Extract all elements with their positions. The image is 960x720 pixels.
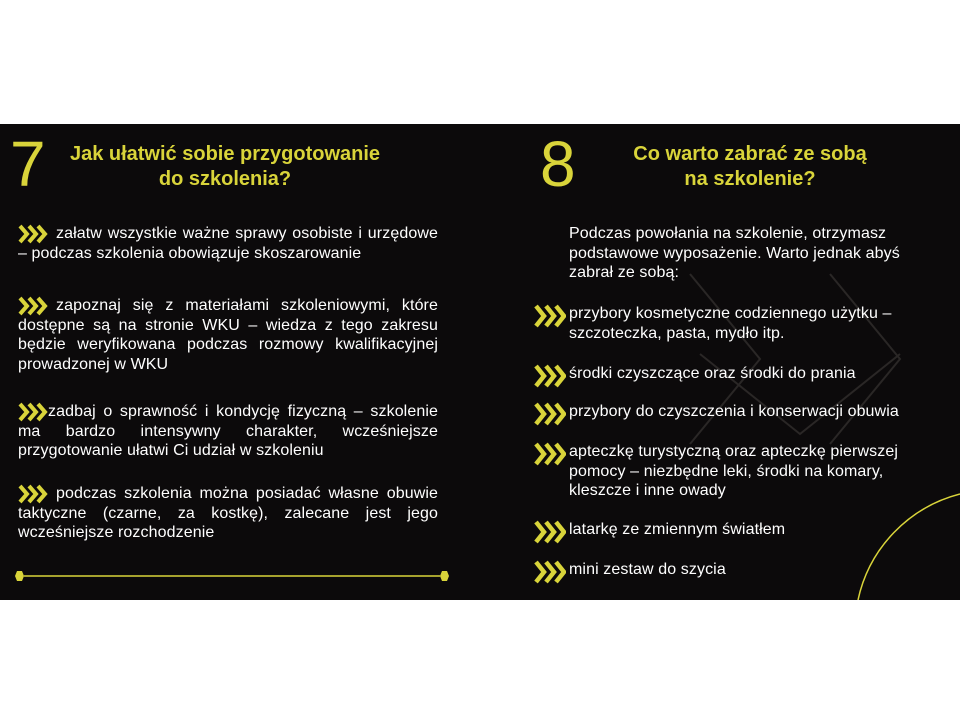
right-list-item [534, 402, 934, 422]
right-item-text: apteczkę turystyczną oraz apteczkę pierwszej pomocy – niezbędne leki, środki na komary, kleszcze i inne owady [569, 443, 898, 499]
triple-chevron-icon [534, 520, 566, 544]
triple-chevron-icon [18, 484, 50, 504]
triple-chevron-icon [534, 304, 566, 328]
left-list-item [18, 296, 438, 374]
info-panel [0, 124, 960, 600]
triple-chevron-icon [534, 402, 566, 426]
right-item-text: mini zestaw do szycia [569, 561, 726, 578]
right-section-title: Co warto zabrać ze sobą na szkolenie? [633, 143, 867, 190]
right-item-text: latarkę ze zmiennym światłem [569, 521, 786, 538]
left-list-item [18, 402, 438, 461]
section-number-8: 8 [540, 128, 576, 200]
right-item-text: przybory kosmetyczne codziennego użytku – szczoteczka, pasta, mydło itp. [569, 305, 892, 342]
right-list-item [534, 304, 924, 343]
triple-chevron-icon [18, 224, 50, 244]
triple-chevron-icon [18, 296, 50, 316]
left-section-title: Jak ułatwić sobie przygotowanie do szkolenia? [69, 143, 381, 190]
left-item-text: załatw wszystkie ważne sprawy osobiste i urzędowe – podczas szkolenia obowiązuje skoszarowanie [18, 225, 438, 262]
hexagon-line-divider [14, 569, 450, 583]
triple-chevron-icon [534, 364, 566, 388]
triple-chevron-icon [534, 560, 566, 584]
left-item-text: zapoznaj się z materiałami szkoleniowymi, które dostępne są na stronie WKU – wiedza z tego zakresu będzie weryfikowana podczas rozmowy kwalifikacyjnej prowadzonej w WKU [18, 297, 438, 373]
right-list-item [534, 560, 924, 580]
right-intro-text: Podczas powołania na szkolenie, otrzymasz podstawowe wyposażenie. Warto jednak abyś zabrał ze sobą: [569, 225, 900, 281]
right-list-item [534, 442, 924, 501]
right-list-item [534, 364, 924, 384]
right-item-text: środki czyszczące oraz środki do prania [569, 365, 856, 382]
triple-chevron-icon [534, 442, 566, 466]
left-list-item [18, 484, 438, 543]
left-list-item [18, 224, 438, 263]
triple-chevron-icon [18, 402, 50, 422]
section-number-7: 7 [10, 128, 46, 200]
left-item-text: zadbaj o sprawność i kondycję fizyczną – szkolenie ma bardzo intensywny charakter, wcześniejsze przygotowanie ułatwi Ci udział w szkoleniu [18, 403, 438, 459]
right-list-item [534, 520, 924, 540]
left-item-text: podczas szkolenia można posiadać własne obuwie taktyczne (czarne, za kostkę), zalecane jest jego wcześniejsze rozchodzenie [18, 485, 438, 541]
right-item-text: przybory do czyszczenia i konserwacji obuwia [569, 403, 899, 420]
